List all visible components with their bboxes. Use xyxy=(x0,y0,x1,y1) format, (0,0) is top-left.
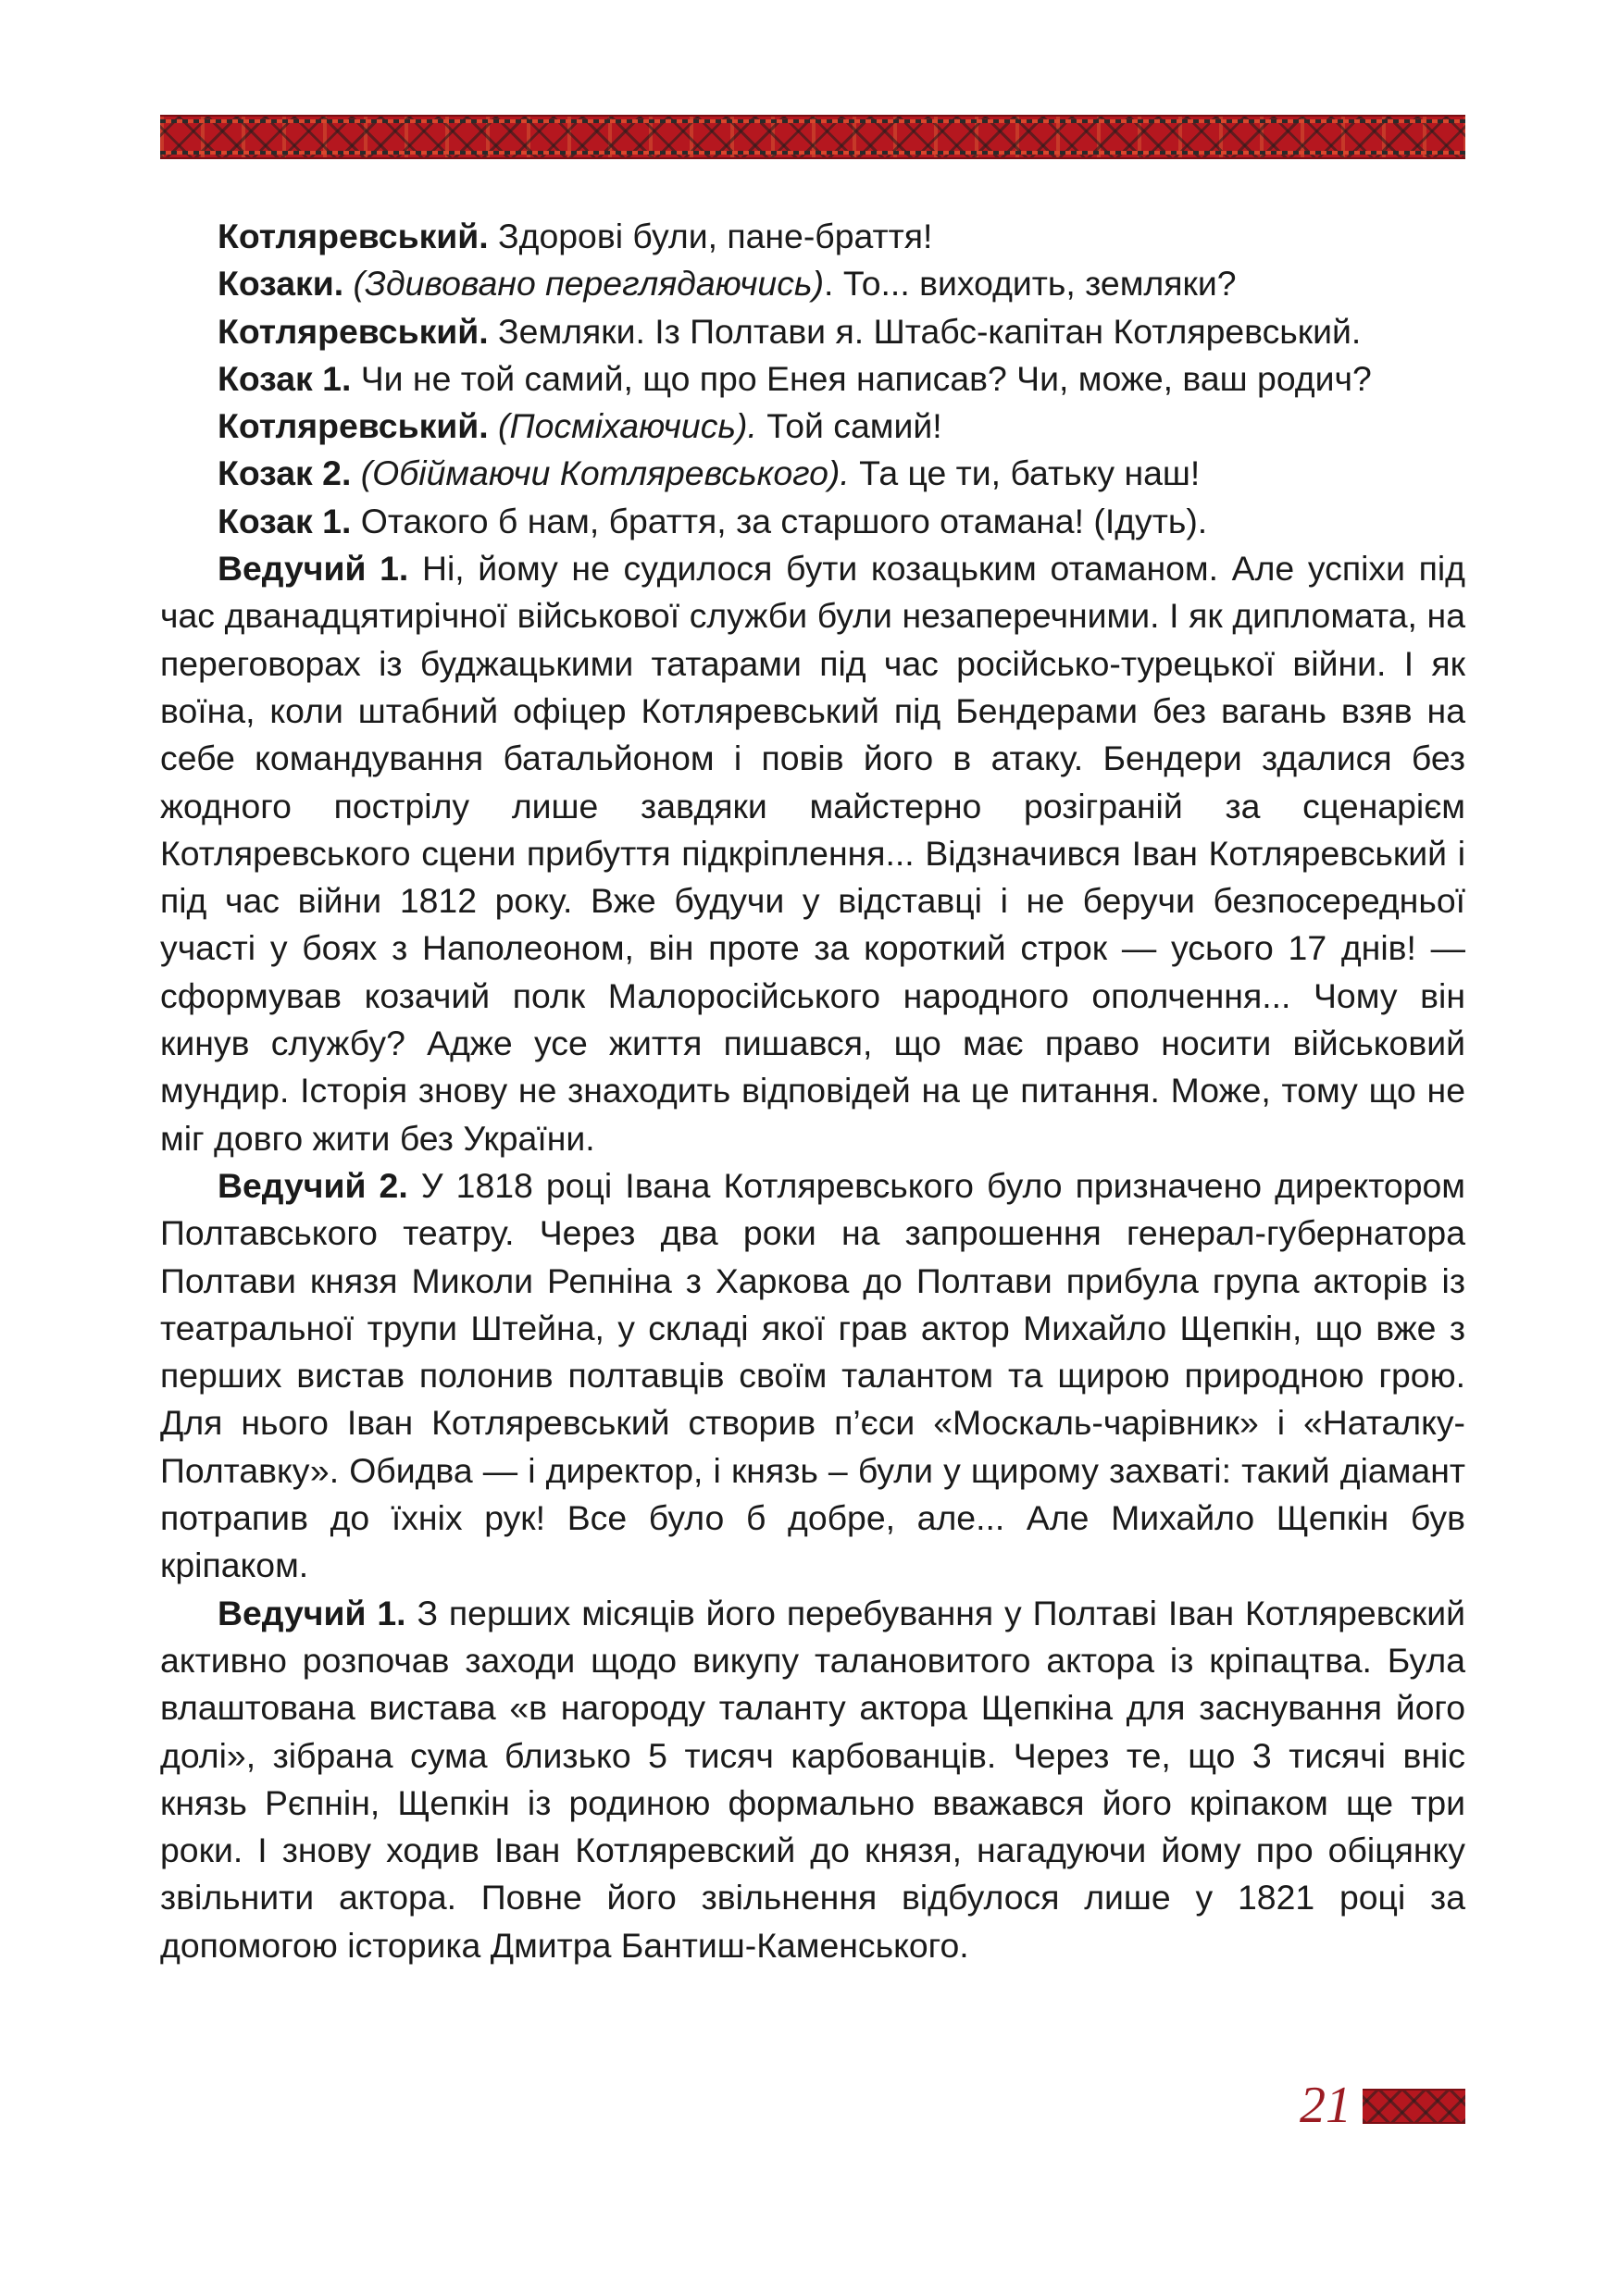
line-text: . То... виходить, земляки? xyxy=(824,264,1237,304)
stage-direction: (Посміхаючись). xyxy=(488,406,757,446)
line-text: Здорові були, пане-браття! xyxy=(488,217,933,255)
dialogue-line xyxy=(160,498,1465,545)
page-footer xyxy=(1277,2078,1465,2133)
speaker-name: Ведучий 1. xyxy=(218,1593,406,1632)
header-ornament-band xyxy=(160,115,1465,159)
speaker-name: Котляревський. xyxy=(218,311,489,351)
line-text: У 1818 році Івана Котляревського було призначено директором Полтавського театру. Через два роки на запрошення генерал-губернатора Полтави князя Миколи Репніна з Харкова до Полтави прибула група акторів із театральної трупи Штейна, у складі якої грав актор Михайло Щепкін, що вже з перших вистав полонив полтавців своїм талантом та щирою природною грою. Для нього Іван Котляревський створив п’єси «Москаль-чарівник» і «Наталку-Полтавку». Обидва — і директор, і князь – були у щирому захваті: такий діамант потрапив до їхніх рук! Все було б добре, але... Але Михайло Щепкін був кріпаком. xyxy=(160,1165,1465,1585)
footer-ornament xyxy=(1363,2089,1465,2124)
dialogue-line xyxy=(160,213,1465,260)
line-text: Ні, йому не судилося бути козацьким отаманом. Але успіхи під час дванадцятирічної військової служби були незаперечними. І як дипломата, на переговорах із буджацькими татарами під час російсько-турецької війни. І як воїна, коли штабний офіцер Котляревський під Бендерами без вагань взяв на себе командування батальйоном і повів його в атаку. Бендери здалися без жодного пострілу лише завдяки майстерно розіграній за сценарієм Котляревського сцени прибуття підкріплення... Відзначився Іван Котляревський і під час війни 1812 року. Вже будучи у відставці і не беручи безпосередньої участі у боях з Наполеоном, він проте за короткий строк — усього 17 днів! — сформував козачий полк Малоросійського народного ополчення... Чому він кинув службу? Адже усе життя пишався, що має право носити військовий мундир. Історія знову не знаходить відповідей на це питання. Може, тому що не міг довго жити без України. xyxy=(160,549,1465,1158)
speaker-name: Козак 1. xyxy=(218,358,352,398)
page-number: 21 xyxy=(1300,2077,1351,2134)
dialogue-line xyxy=(160,355,1465,403)
line-text: Чи не той самий, що про Енея написав? Чи, може, ваш родич? xyxy=(351,358,1372,398)
speaker-name: Козак 2. xyxy=(218,453,352,493)
stage-direction: (Здивовано переглядаючись) xyxy=(343,264,825,304)
dialogue-line xyxy=(160,260,1465,307)
stage-direction: (Обіймаючи Котляревського). xyxy=(351,453,850,493)
narration-paragraph xyxy=(160,1162,1465,1590)
dialogue-line xyxy=(160,403,1465,450)
speaker-name: Ведучий 1. xyxy=(218,549,409,589)
narration-paragraph xyxy=(160,1590,1465,1969)
speaker-name: Котляревський. xyxy=(218,406,489,446)
line-text: Той самий! xyxy=(756,406,942,446)
line-text: Та це ти, батьку наш! xyxy=(849,453,1201,493)
line-text: Земляки. Із Полтави я. Штабс-капітан Котляревський. xyxy=(488,311,1362,351)
dialogue-line xyxy=(160,450,1465,497)
dialogue-line xyxy=(160,308,1465,355)
speaker-name: Козаки. xyxy=(218,264,344,304)
speaker-name: Козак 1. xyxy=(218,501,352,540)
speaker-name: Котляревський. xyxy=(218,217,489,255)
line-text: Отакого б нам, браття, за старшого отамана! (Ідуть). xyxy=(351,501,1208,540)
narration-paragraph xyxy=(160,545,1465,1162)
line-text: З перших місяців його перебування у Полтаві Іван Котляревский активно розпочав заходи щодо викупу талановитого актора із кріпацтва. Була влаштована вистава «в нагороду таланту актора Щепкіна для заснування його долі», зібрана сума близько 5 тисяч карбованців. Через те, що 3 тисячі вніс князь Рєпнін, Щепкін із родиною формально вважався його кріпаком ще три роки. І знову ходив Іван Котляревский до князя, нагадуючи йому про обіцянку звільнити актора. Повне його звільнення відбулося лише у 1821 році за допомогою історика Дмитра Бантиш-Каменського. xyxy=(160,1593,1465,1965)
speaker-name: Ведучий 2. xyxy=(218,1165,408,1205)
page-text xyxy=(160,213,1465,1969)
